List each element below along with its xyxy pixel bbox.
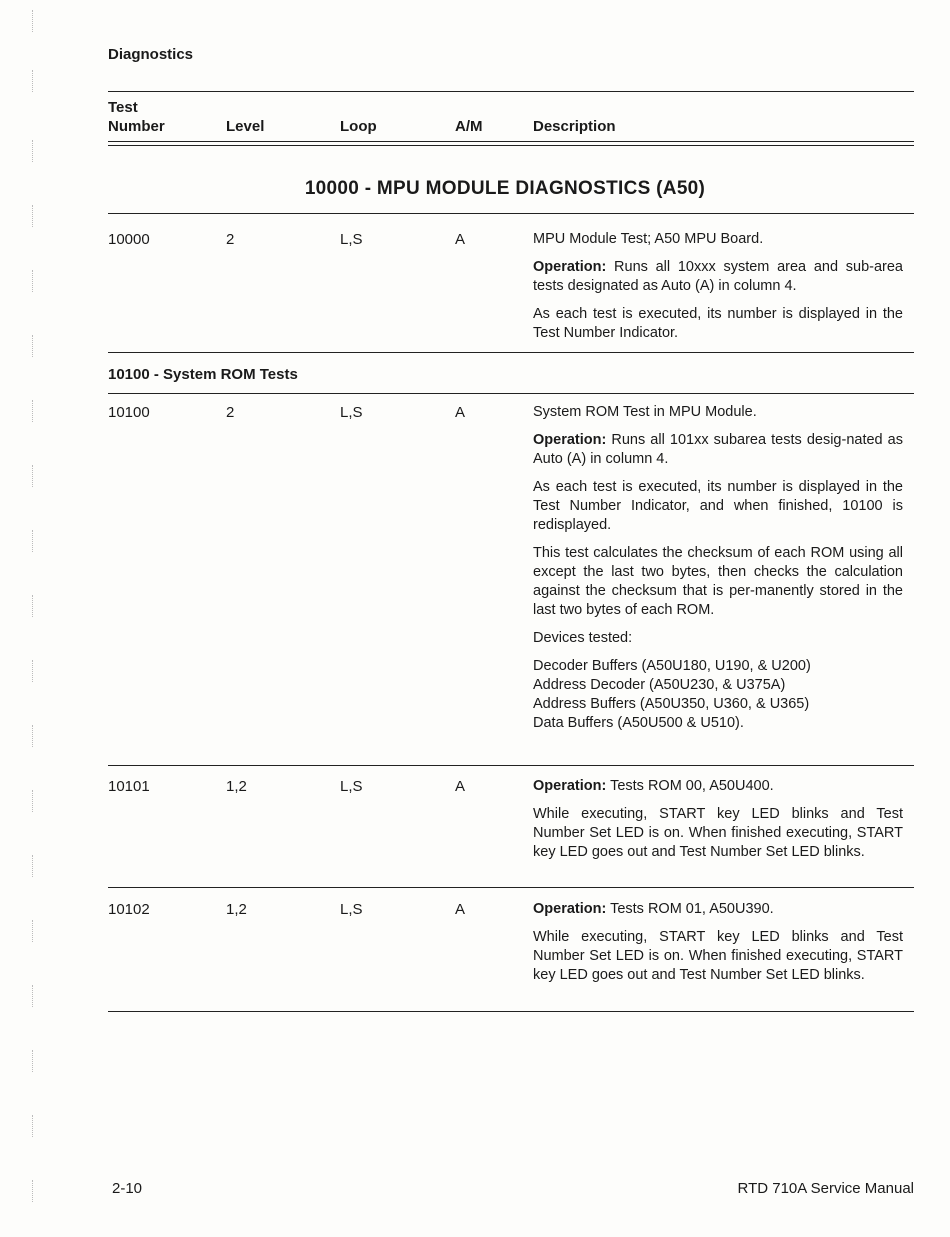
operation-text: Runs all 101xx subarea tests desig-nated as Auto (A) in column 4. (533, 432, 903, 467)
row-10101-operation (533, 777, 903, 796)
header-rule-lower (108, 145, 914, 146)
row-10100-operation (533, 431, 903, 469)
row-10000-note: As each test is executed, its number is displayed in the Test Number Indicator. (533, 306, 903, 341)
row-10102-note: While executing, START key LED blinks and Test Number Set LED is on. When finished executing, START key LED goes out and Test Number Set LED blinks. (533, 929, 903, 983)
row-10102-loop: L,S (340, 901, 363, 918)
row-10102-operation (533, 900, 903, 919)
row-10000-am: A (455, 231, 466, 248)
col-header-level: Level (226, 118, 265, 135)
row-10101-note: While executing, START key LED blinks and Test Number Set LED is on. When finished executing, START key LED goes out and Test Number Set LED blinks. (533, 806, 903, 860)
row-rule (108, 352, 914, 353)
row-10101-description (533, 777, 903, 862)
row-10000-description (533, 230, 903, 343)
row-10100-number: 10100 (108, 404, 150, 421)
row-10000-operation (533, 258, 903, 296)
row-rule (108, 765, 914, 766)
row-10101-loop: L,S (340, 778, 363, 795)
row-10100-loop: L,S (340, 404, 363, 421)
col-header-description: Description (533, 118, 616, 135)
row-10100-checksum: This test calculates the checksum of each ROM using all except the last two bytes, then checks the calculation against the checksum that is per-manently stored in the last two bytes of each ROM. (533, 545, 903, 618)
col-header-am: A/M (455, 118, 483, 135)
row-10100-lead: System ROM Test in MPU Module. (533, 404, 757, 420)
row-10100-level: 2 (226, 404, 235, 421)
operation-label: Operation: (533, 901, 607, 917)
col-header-test: Test (108, 99, 138, 116)
operation-label: Operation: (533, 778, 607, 794)
list-item: Address Buffers (A50U350, U360, & U365) (533, 696, 810, 712)
row-10000-loop: L,S (340, 231, 363, 248)
row-10101-level: 1,2 (226, 778, 247, 795)
page-number: 2-10 (112, 1180, 143, 1197)
operation-label: Operation: (533, 432, 607, 448)
col-header-loop: Loop (340, 118, 377, 135)
row-10100-am: A (455, 404, 466, 421)
row-10000-number: 10000 (108, 231, 150, 248)
table-top-rule (108, 91, 914, 92)
row-10100-devices-label: Devices tested: (533, 630, 633, 646)
device-list (533, 657, 903, 733)
list-item: Decoder Buffers (A50U180, U190, & U200) (533, 658, 811, 674)
list-item: Address Decoder (A50U230, & U375A) (533, 677, 786, 693)
row-10101-am: A (455, 778, 466, 795)
header-rule-upper (108, 141, 914, 142)
row-10000-lead: MPU Module Test; A50 MPU Board. (533, 231, 764, 247)
col-header-test-number (108, 98, 165, 136)
subarea-heading: 10100 - System ROM Tests (108, 366, 298, 383)
row-rule (108, 887, 914, 888)
operation-text: Tests ROM 00, A50U400. (606, 778, 774, 794)
row-10101-number: 10101 (108, 778, 150, 795)
row-10000-level: 2 (226, 231, 235, 248)
col-header-number: Number (108, 118, 165, 135)
subheading-rule (108, 393, 914, 394)
manual-title: RTD 710A Service Manual (737, 1180, 914, 1197)
row-10102-am: A (455, 901, 466, 918)
row-10100-note: As each test is executed, its number is displayed in the Test Number Indicator, and when finished, 10100 is redisplayed. (533, 479, 903, 533)
list-item: Data Buffers (A50U500 & U510). (533, 715, 744, 731)
row-10102-description (533, 900, 903, 985)
row-10100-description (533, 403, 903, 733)
table-bottom-rule (108, 1011, 914, 1012)
row-10102-number: 10102 (108, 901, 150, 918)
row-10102-level: 1,2 (226, 901, 247, 918)
section-title: Diagnostics (108, 46, 194, 63)
operation-label: Operation: (533, 259, 607, 275)
banner-rule (108, 213, 914, 214)
module-banner: 10000 - MPU MODULE DIAGNOSTICS (A50) (304, 178, 706, 199)
operation-text: Runs all 10xxx system area and sub-area tests designated as Auto (A) in column 4. (533, 259, 903, 294)
operation-text: Tests ROM 01, A50U390. (606, 901, 774, 917)
